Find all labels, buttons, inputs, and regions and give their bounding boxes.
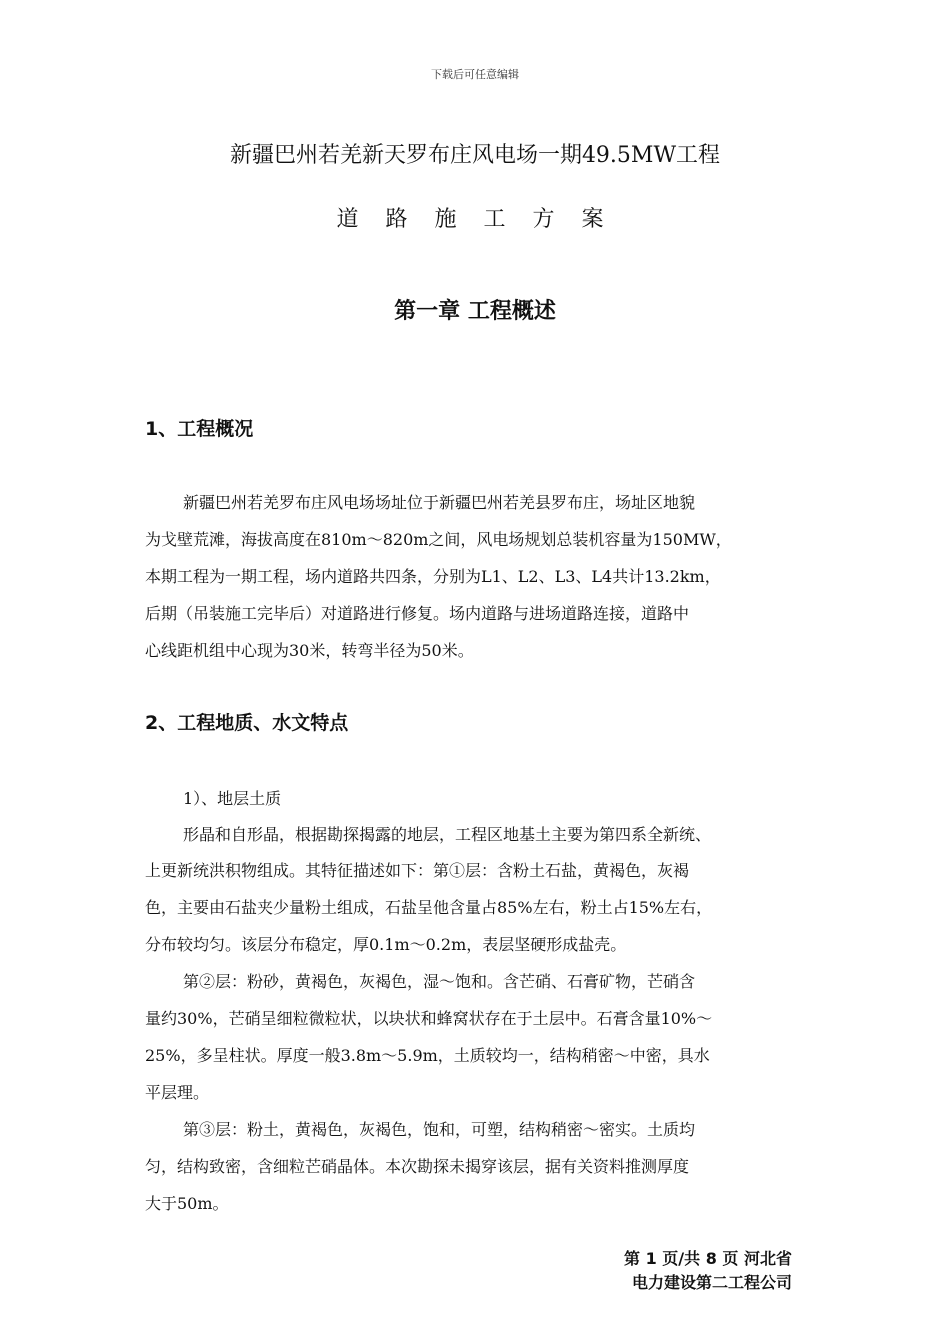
paragraph-line: 大于50m。 xyxy=(145,1194,229,1213)
paragraph-line: 形晶和自形晶，根据勘探揭露的地层，工程区地基土主要为第四系全新统、 xyxy=(183,825,712,844)
section-heading-overview: 1、工程概况 xyxy=(145,418,254,440)
paragraph-line: 上更新统洪积物组成。其特征描述如下：第①层：含粉土石盐，黄褐色，灰褐 xyxy=(145,861,690,880)
paragraph-line: 第②层：粉砂，黄褐色，灰褐色，湿～饱和。含芒硝、石膏矿物，芒硝含 xyxy=(183,972,696,991)
document-subtitle: 道 路 施 工 方 案 xyxy=(336,207,614,232)
paragraph-line: 心线距机组中心现为30米，转弯半径为50米。 xyxy=(145,641,474,660)
chapter-heading: 第一章 工程概述 xyxy=(394,299,556,324)
paragraph-line: 匀，结构致密，含细粒芒硝晶体。本次勘探未揭穿该层，据有关资料推测厚度 xyxy=(145,1157,690,1176)
subsection-heading: 1）、地层土质 xyxy=(183,789,282,808)
paragraph-line: 分布较均匀。该层分布稳定，厚0.1m～0.2m，表层坚硬形成盐壳。 xyxy=(145,935,627,954)
paragraph-line: 量约30%，芒硝呈细粒微粒状，以块状和蜂窝状存在于土层中。石膏含量10%～ xyxy=(145,1009,713,1028)
header-note: 下载后可任意编辑 xyxy=(431,68,519,81)
paragraph-line: 新疆巴州若羌罗布庄风电场场址位于新疆巴州若羌县罗布庄，场址区地貌 xyxy=(183,493,696,512)
paragraph-line: 第③层：粉土，黄褐色，灰褐色，饱和，可塑，结构稍密～密实。土质均 xyxy=(183,1120,696,1139)
paragraph-line: 色，主要由石盐夹少量粉土组成，石盐呈他含量占85%左右，粉土占15%左右， xyxy=(145,898,713,917)
paragraph-line: 后期（吊装施工完毕后）对道路进行修复。场内道路与进场道路连接，道路中 xyxy=(145,604,690,623)
company-footer: 电力建设第二工程公司 xyxy=(631,1273,792,1292)
section-heading-geology: 2、工程地质、水文特点 xyxy=(145,712,349,734)
paragraph-line: 平层理。 xyxy=(145,1083,210,1102)
paragraph-line: 为戈壁荒滩，海拔高度在810m～820m之间，风电场规划总装机容量为150MW， xyxy=(145,530,732,549)
page-number-footer: 第 1 页/共 8 页 河北省 xyxy=(624,1249,792,1268)
paragraph-line: 25%，多呈柱状。厚度一般3.8m～5.9m，土质较均一，结构稍密～中密，具水 xyxy=(145,1046,710,1065)
paragraph-line: 本期工程为一期工程，场内道路共四条，分别为L1、L2、L3、L4共计13.2km， xyxy=(145,567,721,586)
document-title: 新疆巴州若羌新天罗布庄风电场一期49.5MW工程 xyxy=(229,143,721,168)
